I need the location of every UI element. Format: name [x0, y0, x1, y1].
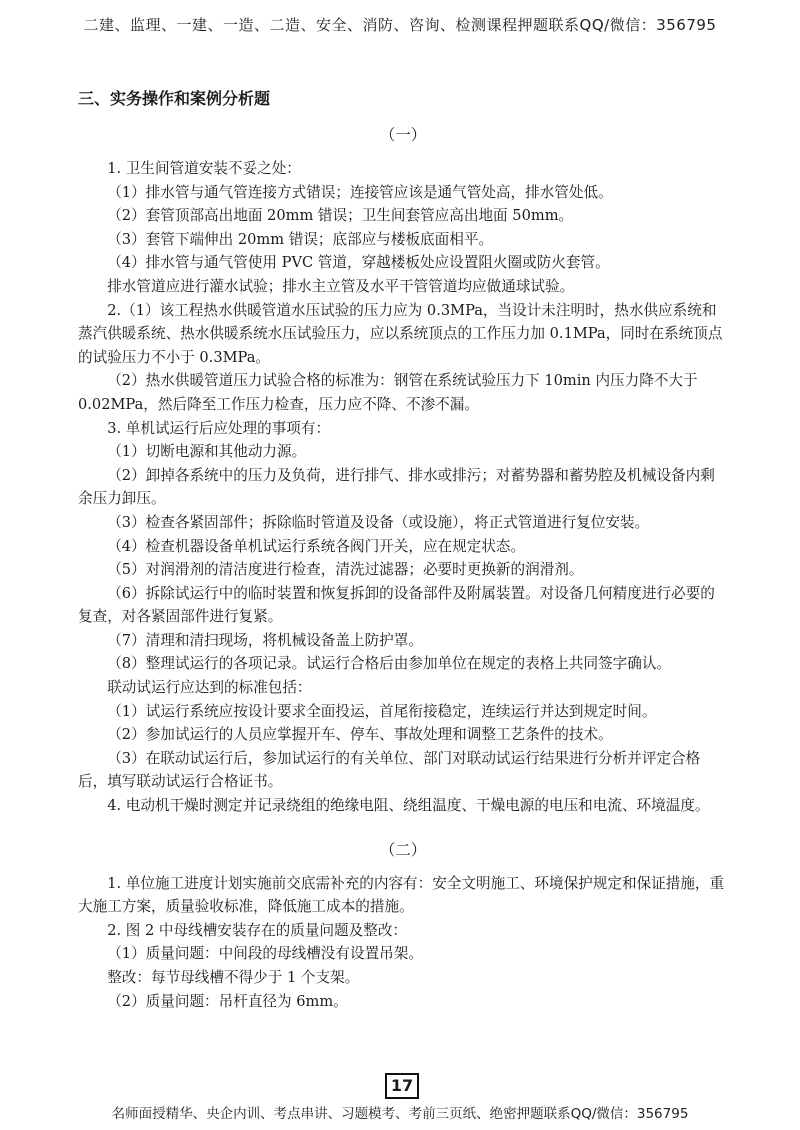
paragraph: （8）整理试运行的各项记录。试运行合格后由参加单位在规定的表格上共同签字确认。 — [107, 655, 672, 673]
paragraph: （3）套管下端伸出 20mm 错误；底部应与楼板底面相平。 — [107, 230, 494, 248]
paragraph: （4）检查机器设备单机试运行系统各阀门开关，应在规定状态。 — [107, 537, 526, 555]
part-two-label: （二） — [379, 840, 427, 859]
paragraph: （6）拆除试运行中的临时装置和恢复拆卸的设备部件及附属装置。对设备几何精度进行必要的复查，对各紧固部件进行复紧。 — [78, 584, 715, 626]
paragraph: （2）质量问题：吊杆直径为 6mm。 — [107, 992, 348, 1010]
paragraph: 1. 单位施工进度计划实施前交底需补充的内容有：安全文明施工、环境保护规定和保证措施，重大施工方案，质量验收标准，降低施工成本的措施。 — [78, 874, 725, 916]
paragraph: （4）排水管与通气管使用 PVC 管道，穿越楼板处应设置阻火圈或防火套管。 — [107, 254, 610, 272]
paragraph: （3）检查各紧固部件；拆除临时管道及设备（或设施），将正式管道进行复位安装。 — [107, 513, 650, 531]
paragraph: （3）在联动试运行后，参加试运行的有关单位、部门对联动试运行结果进行分析并评定合格后，填写联动试运行合格证书。 — [78, 749, 701, 791]
paragraph: （1）切断电源和其他动力源。 — [107, 443, 307, 461]
page-number: 17 — [385, 1073, 419, 1099]
paragraph: （5）对润滑剂的清洁度进行检查，清洗过滤器；必要时更换新的润滑剂。 — [107, 561, 584, 579]
paragraph: 2.（1）该工程热水供暖管道水压试验的压力应为 0.3MPa，当设计未注明时，热水供应系统和蒸汽供暖系统、热水供暖系统水压试验压力，应以系统顶点的工作压力加 0.1MPa，同时在系统顶点的试验压力不小于 0.3MPa。 — [78, 301, 723, 366]
part-one-body — [78, 157, 728, 818]
paragraph: 3. 单机试运行后应处理的事项有： — [107, 419, 331, 437]
paragraph: （1）试运行系统应按设计要求全面投运，首尾衔接稳定，连续运行并达到规定时间。 — [107, 702, 657, 720]
paragraph: 整改：每节母线槽不得少于 1 个支架。 — [107, 969, 360, 986]
paragraph: 4. 电动机干燥时测定并记录绕组的绝缘电阻、绕组温度、干燥电源的电压和电流、环境温度。 — [107, 797, 710, 815]
section-title: 三、实务操作和案例分析题 — [78, 89, 271, 108]
paragraph: 排水管道应进行灌水试验；排水主立管及水平干管管道均应做通球试验。 — [107, 277, 575, 295]
page-header: 二建、监理、一建、一造、二造、安全、消防、咨询、检测课程押题联系QQ/微信：356795 — [83, 16, 717, 34]
page-footer: 名师面授精华、央企内训、考点串讲、习题模考、考前三页纸、绝密押题联系QQ/微信：356795 — [111, 1106, 689, 1122]
paragraph: （1）排水管与通气管连接方式错误；连接管应该是通气管处高，排水管处低。 — [107, 183, 613, 201]
paragraph: 联动试运行应达到的标准包括： — [107, 679, 312, 697]
paragraph: 1. 卫生间管道安装不妥之处： — [107, 160, 301, 177]
paragraph: （7）清理和清扫现场，将机械设备盖上防护罩。 — [107, 631, 423, 649]
paragraph: （2）热水供暖管道压力试验合格的标准为：钢管在系统试验压力下 10min 内压力降不大于 0.02MPa，然后降至工作压力检查，压力应不降、不渗不漏。 — [78, 372, 698, 413]
paragraph: （2）参加试运行的人员应掌握开车、停车、事故处理和调整工艺条件的技术。 — [107, 726, 613, 744]
part-two-body — [78, 872, 728, 1014]
paragraph: （1）质量问题：中间段的母线槽没有设置吊架。 — [107, 945, 423, 963]
paragraph: （2）卸掉各系统中的压力及负荷，进行排气、排水或排污；对蓄势器和蓄势腔及机械设备内剩余压力卸压。 — [78, 466, 715, 508]
paragraph: （2）套管顶部高出地面 20mm 错误；卫生间套管应高出地面 50mm。 — [107, 207, 574, 225]
part-one-label: （一） — [379, 126, 427, 144]
paragraph: 2. 图 2 中母线槽安装存在的质量问题及整改： — [107, 921, 408, 939]
document-body — [78, 86, 728, 1013]
